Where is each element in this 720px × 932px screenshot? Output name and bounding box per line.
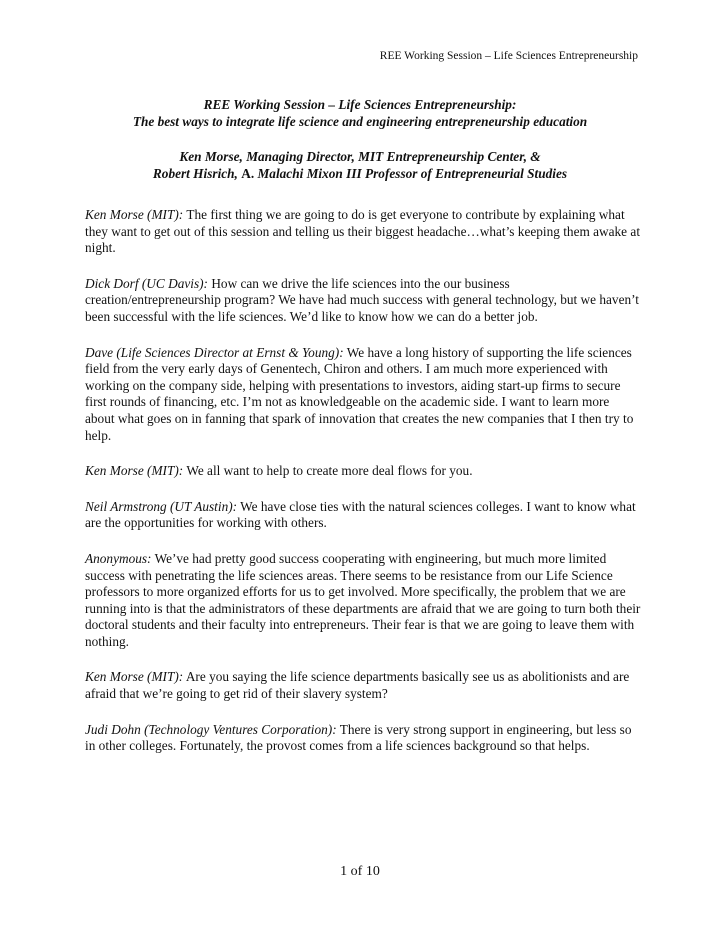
document-title-block xyxy=(82,96,638,182)
transcript-paragraph xyxy=(85,345,641,445)
transcript-body xyxy=(85,207,641,774)
speaker-name: Ken Morse (MIT): xyxy=(85,669,184,685)
speech-text: There is very strong support in engineering, but less so in other colleges. Fortunately, the provost comes from a life sciences background so that helps. xyxy=(85,721,632,754)
co-moderator-line xyxy=(82,165,638,182)
speech-text: How can we drive the life sciences into the our business creation/entrepreneurship program? We have had much success with general technology, but we haven’t been successful with the life sciences. We’d like to know how we can do a better job. xyxy=(85,275,639,324)
speaker-name: Ken Morse (MIT): xyxy=(85,463,184,479)
speech-text: We all want to help to create more deal flows for you. xyxy=(186,463,473,479)
speech-text: The first thing we are going to do is get everyone to contribute by explaining what they want to get out of this session and telling us their biggest headache…what’s keeping them awake at night. xyxy=(85,207,641,256)
moderator-line: Ken Morse, Managing Director, MIT Entrepreneurship Center, & xyxy=(179,149,541,164)
running-header: REE Working Session – Life Sciences Entrepreneurship xyxy=(379,50,638,62)
speaker-name: Anonymous: xyxy=(85,550,152,566)
speaker-name: Dick Dorf (UC Davis): xyxy=(85,275,208,291)
page-number: 1 of 10 xyxy=(340,864,380,879)
transcript-paragraph xyxy=(85,551,641,651)
session-title: REE Working Session – Life Sciences Entrepreneurship: xyxy=(203,97,517,112)
speaker-name: Dave (Life Sciences Director at Ernst & Young): xyxy=(85,344,344,360)
title-spacer xyxy=(82,130,638,148)
transcript-paragraph xyxy=(85,463,641,480)
speaker-name: Judi Dohn (Technology Ventures Corporation): xyxy=(85,721,337,737)
transcript-paragraph xyxy=(85,276,641,326)
session-subtitle: The best ways to integrate life science and engineering entrepreneurship education xyxy=(132,114,588,129)
speech-text: We have a long history of supporting the life sciences field from the very early days of Genentech, Chiron and others. I am much more experienced with working on the company side, helping with presentations to investors, aiding start-up firms to secure first rounds of financing, etc. I’m not as knowledgeable on the academic side. I want to learn more about what goes on in fanning that spark of innovation that creates the new companies that I then try to help. xyxy=(85,344,634,443)
co-moderator-title: Malachi Mixon III Professor of Entrepreneurial Studies xyxy=(257,166,568,181)
speech-text: We have close ties with the natural sciences colleges. I want to know what are the opportunities for working with others. xyxy=(85,498,636,531)
transcript-paragraph xyxy=(85,207,641,257)
speech-text: Are you saying the life science departments basically see us as abolitionists and are afraid that we’re going to get rid of their slavery system? xyxy=(85,669,630,702)
co-moderator-name: Robert Hisrich, xyxy=(152,166,238,181)
speaker-name: Neil Armstrong (UT Austin): xyxy=(85,498,238,514)
speech-text: We’ve had pretty good success cooperating with engineering, but much more limited success with penetrating the life sciences areas. There seems to be resistance from our Life Science professors to more organized efforts for us to get involved. More specifically, the problem that we are running into is that the administrators of these departments are afraid that we are going to turn both their doctoral students and their faculty into entrepreneurs. Their fear is that we are going to leave them with nothing. xyxy=(85,550,641,649)
transcript-paragraph xyxy=(85,722,641,755)
speaker-name: Ken Morse (MIT): xyxy=(85,207,184,222)
transcript-paragraph xyxy=(85,669,641,702)
transcript-paragraph xyxy=(85,499,641,532)
co-moderator-initial: A. xyxy=(241,166,255,181)
